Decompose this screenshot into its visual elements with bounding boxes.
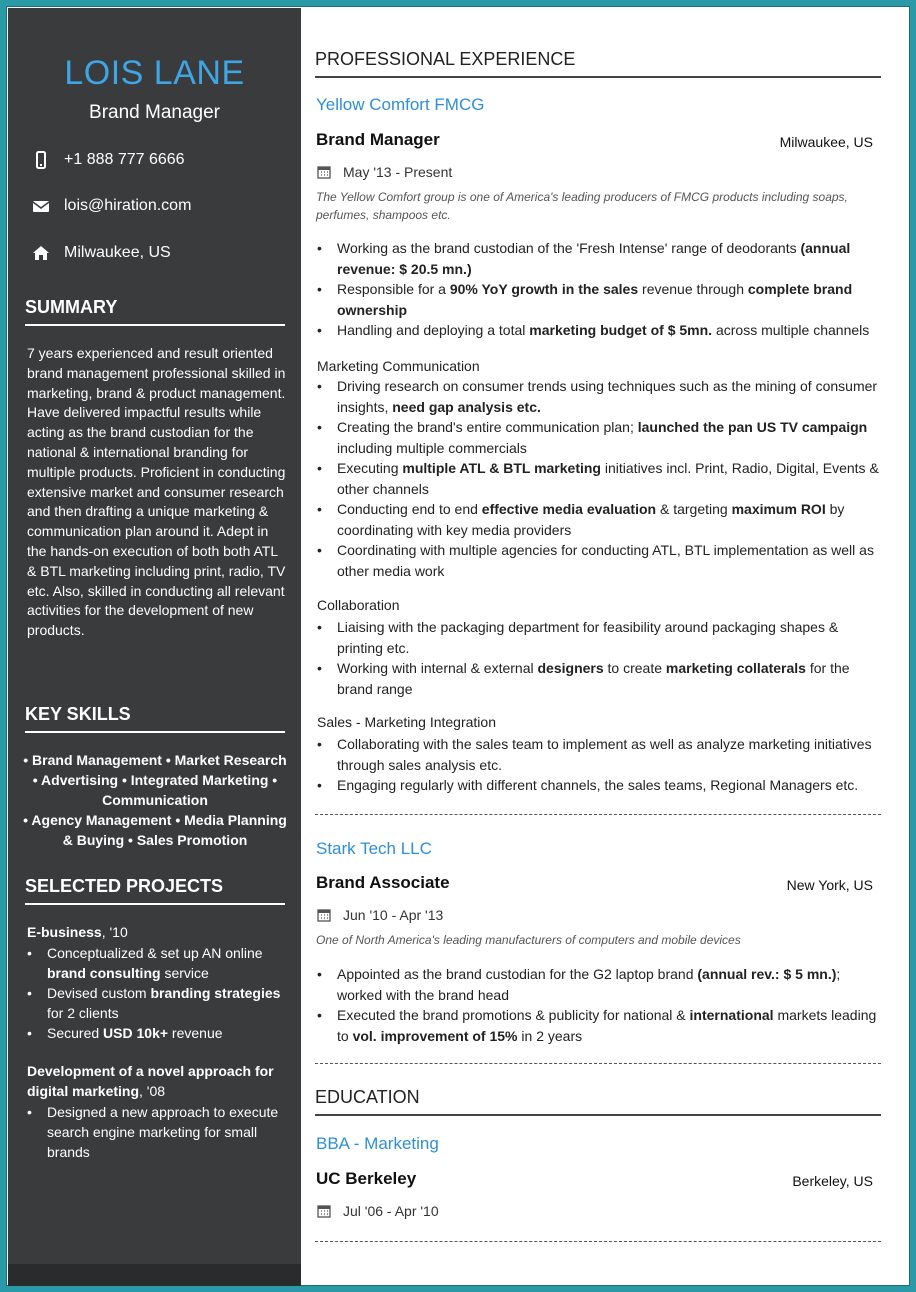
envelope-icon xyxy=(32,197,50,215)
list-item: • Designed a new approach to execute search engine marketing for small brands xyxy=(27,1102,289,1162)
summary-text: 7 years experienced and result oriented brand management professional skilled in marketing, brand & product management. Have delivered impactful results while acting as the brand custodian for the national & international branding for multiple products. Proficient in conducting extensive market and consumer research and then drafting a unique marketing & communication plan around it. Adept in the hands-on execution of both both ATL & BTL marketing including print, radio, TV etc. Also, skilled in conducting all relevant activities for the development of new products. xyxy=(27,345,286,639)
location-contact xyxy=(32,244,171,262)
list-item: • Working as the brand custodian of the 'Fresh Intense' range of deodorants (annual revenue: $ 20.5 mn.) xyxy=(317,238,879,279)
job-bullets xyxy=(317,376,879,581)
list-item: • Executing multiple ATL & BTL marketing initiatives incl. Print, Radio, Digital, Events & other channels xyxy=(317,458,879,499)
list-item: • Collaborating with the sales team to implement as well as analyze marketing initiatives through sales analysis etc. xyxy=(317,734,879,775)
subsection-heading: Collaboration xyxy=(317,597,400,613)
list-item: • Appointed as the brand custodian for the G2 laptop brand (annual rev.: $ 5 mn.); worked with the brand head xyxy=(317,964,879,1005)
company-description: One of North America's leading manufacturers of computers and mobile devices xyxy=(316,933,741,947)
calendar-icon xyxy=(317,1204,331,1218)
experience-heading: PROFESSIONAL EXPERIENCE xyxy=(315,49,881,78)
section-divider xyxy=(315,814,881,815)
job-bullets xyxy=(317,617,879,699)
school-location: Berkeley, US xyxy=(792,1173,873,1189)
phone-icon xyxy=(32,151,50,169)
date-range: Jun '10 - Apr '13 xyxy=(343,907,444,923)
list-item: • Executed the brand promotions & publicity for national & international markets leading to vol. improvement of 15% in 2 years xyxy=(317,1005,879,1046)
education-heading: EDUCATION xyxy=(315,1087,881,1116)
skills-line: • Agency Management • Media Planning xyxy=(23,812,287,828)
company-name: Stark Tech LLC xyxy=(316,839,432,858)
section-divider xyxy=(315,1063,881,1064)
skills-list xyxy=(20,750,290,850)
job-dates xyxy=(317,164,452,180)
job-title: Brand Associate xyxy=(316,873,450,892)
email-contact xyxy=(32,197,191,215)
sidebar xyxy=(8,8,301,1286)
subsection-heading: Marketing Communication xyxy=(317,358,480,374)
project-bullets xyxy=(27,1102,289,1162)
summary-heading: SUMMARY xyxy=(25,297,285,326)
list-item: • Devised custom branding strategies for 2 clients xyxy=(27,983,289,1023)
skills-heading: KEY SKILLS xyxy=(25,704,285,733)
project-title xyxy=(27,1061,289,1101)
skills-line: • Advertising • Integrated Marketing • xyxy=(32,772,278,788)
list-item: • Conceptualized & set up AN online brand consulting service xyxy=(27,943,289,983)
list-item: • Creating the brand's entire communication plan; launched the pan US TV campaign including multiple commercials xyxy=(317,417,879,458)
school-name: UC Berkeley xyxy=(316,1169,417,1188)
project-title xyxy=(27,922,289,942)
date-range: May '13 - Present xyxy=(343,164,453,180)
job-dates xyxy=(317,907,443,923)
skills-line: Communication xyxy=(102,792,208,808)
project-name: Development of a novel approach for digital marketing xyxy=(27,1063,274,1099)
list-item: • Working with internal & external designers to create marketing collaterals for the brand range xyxy=(317,658,879,699)
list-item: • Secured USD 10k+ revenue xyxy=(27,1023,289,1043)
list-item: • Liaising with the packaging department for feasibility around packaging shapes & printing etc. xyxy=(317,617,879,658)
calendar-icon xyxy=(317,165,331,179)
projects-heading: SELECTED PROJECTS xyxy=(25,876,285,905)
job-bullets xyxy=(317,238,879,341)
project-year: , '10 xyxy=(101,924,128,940)
project-year: , '08 xyxy=(139,1083,166,1099)
resume-page xyxy=(6,6,910,1286)
job-bullets xyxy=(317,964,879,1046)
job-location: Milwaukee, US xyxy=(779,134,873,150)
project-name: E-business xyxy=(27,924,102,940)
list-item: • Coordinating with multiple agencies for conducting ATL, BTL implementation as well as other media work xyxy=(317,540,879,581)
list-item: • Conducting end to end effective media evaluation & targeting maximum ROI by coordinating with key media providers xyxy=(317,499,879,540)
education-dates xyxy=(317,1203,439,1219)
company-description: The Yellow Comfort group is one of America's leading producers of FMCG products including soaps, perfumes, shampoos etc. xyxy=(316,190,848,222)
date-range: Jul '06 - Apr '10 xyxy=(343,1203,439,1219)
home-location: Milwaukee, US xyxy=(64,244,171,261)
company-name: Yellow Comfort FMCG xyxy=(316,95,485,114)
candidate-role: Brand Manager xyxy=(89,102,220,123)
home-icon xyxy=(32,244,50,262)
skills-line: & Buying • Sales Promotion xyxy=(62,832,248,848)
subsection-heading: Sales - Marketing Integration xyxy=(317,714,496,730)
job-title: Brand Manager xyxy=(316,130,440,149)
sidebar-footer xyxy=(8,1264,301,1286)
list-item: • Engaging regularly with different channels, the sales teams, Regional Managers etc. xyxy=(317,775,879,796)
project-bullets xyxy=(27,943,289,1043)
phone-number: +1 888 777 6666 xyxy=(64,151,185,168)
list-item: • Responsible for a 90% YoY growth in the sales revenue through complete brand ownership xyxy=(317,279,879,320)
skills-line: • Brand Management • Market Research xyxy=(23,752,287,768)
candidate-name: LOIS LANE xyxy=(64,54,245,92)
job-bullets xyxy=(317,734,879,796)
email-address: lois@hiration.com xyxy=(64,197,192,214)
degree-name: BBA - Marketing xyxy=(316,1134,439,1153)
list-item: • Driving research on consumer trends using techniques such as the mining of consumer insights, need gap analysis etc. xyxy=(317,376,879,417)
list-item: • Handling and deploying a total marketing budget of $ 5mn. across multiple channels xyxy=(317,320,879,341)
phone-contact xyxy=(32,151,185,169)
calendar-icon xyxy=(317,908,331,922)
section-divider xyxy=(315,1241,881,1242)
job-location: New York, US xyxy=(786,877,873,893)
